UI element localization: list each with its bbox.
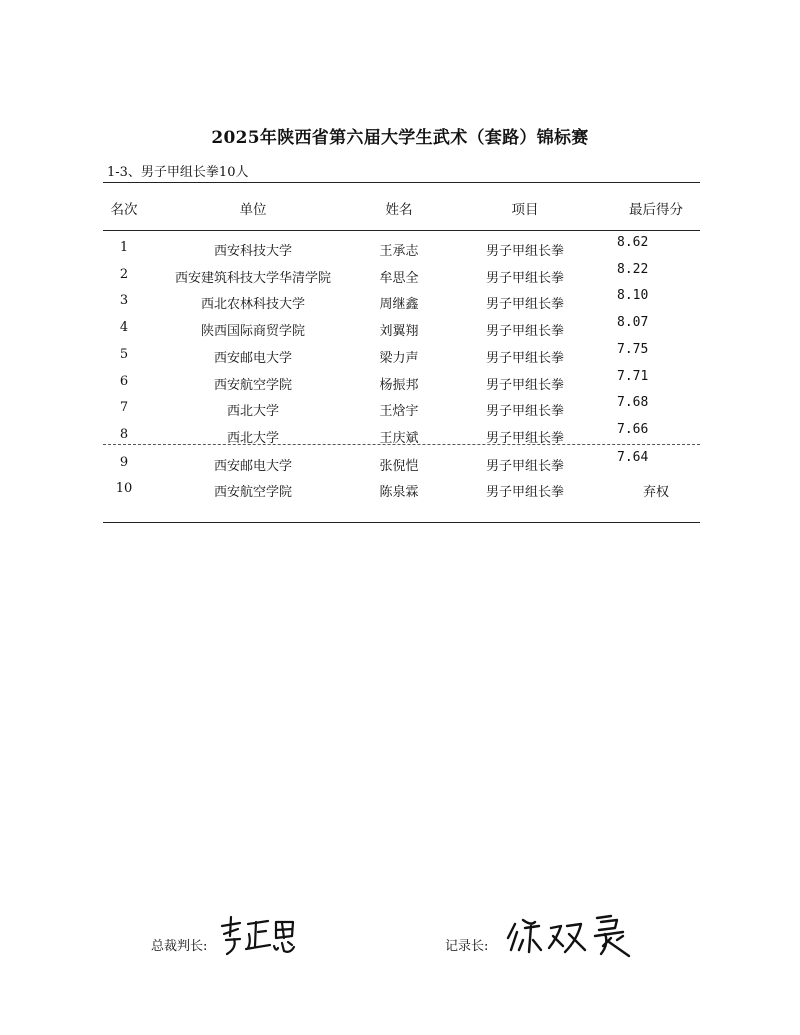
header-event: 项目 bbox=[511, 202, 539, 218]
event-subtitle: 1-3、男子甲组长拳10人 bbox=[107, 165, 249, 180]
unit-cell: 西北大学 bbox=[226, 430, 279, 446]
table-top-rule bbox=[103, 182, 700, 183]
score-cell: 8.62 bbox=[617, 235, 649, 250]
name-cell: 牟思全 bbox=[379, 270, 419, 286]
event-cell: 男子甲组长拳 bbox=[485, 430, 564, 446]
score-cell: 7.66 bbox=[617, 421, 649, 437]
name-cell: 梁力声 bbox=[379, 350, 419, 366]
event-cell: 男子甲组长拳 bbox=[485, 297, 564, 313]
table-row bbox=[0, 449, 800, 475]
event-cell: 男子甲组长拳 bbox=[485, 485, 564, 501]
rank-cell: 10 bbox=[115, 481, 133, 497]
header-rank: 名次 bbox=[110, 202, 138, 218]
recorder-label: 记录长: bbox=[445, 939, 489, 954]
rank-cell: 2 bbox=[119, 266, 129, 282]
document-title: 2025年陕西省第六届大学生武术（套路）锦标赛 bbox=[211, 128, 589, 148]
score-cell: 7.64 bbox=[617, 449, 649, 465]
score-cell: 8.07 bbox=[617, 315, 649, 331]
recorder-signature bbox=[505, 910, 633, 962]
rank-cell: 5 bbox=[119, 346, 129, 362]
score-cell: 8.10 bbox=[617, 288, 649, 304]
table-row bbox=[0, 341, 800, 367]
score-cell: 8.22 bbox=[617, 261, 649, 277]
rank-cell: 4 bbox=[119, 320, 129, 336]
event-cell: 男子甲组长拳 bbox=[485, 377, 564, 393]
rank-cell: 3 bbox=[119, 293, 129, 309]
table-row bbox=[0, 395, 800, 420]
table-header-rule bbox=[103, 230, 700, 231]
unit-cell: 西北农林科技大学 bbox=[200, 297, 305, 313]
table-row bbox=[0, 288, 800, 313]
table-header-row bbox=[0, 198, 800, 218]
unit-cell: 西安建筑科技大学华清学院 bbox=[174, 270, 331, 286]
name-cell: 刘翼翔 bbox=[379, 324, 419, 340]
event-cell: 男子甲组长拳 bbox=[485, 404, 564, 420]
table-row bbox=[0, 368, 800, 394]
qualification-cutoff-line bbox=[103, 444, 700, 445]
rank-cell: 6 bbox=[119, 373, 129, 389]
name-cell: 王庆斌 bbox=[379, 430, 419, 446]
score-cell: 7.68 bbox=[617, 395, 649, 411]
score-cell: 7.71 bbox=[617, 368, 649, 384]
unit-cell: 西安航空学院 bbox=[213, 377, 292, 393]
rank-cell: 8 bbox=[119, 426, 129, 442]
name-cell: 陈泉霖 bbox=[379, 485, 419, 501]
event-cell: 男子甲组长拳 bbox=[485, 458, 564, 474]
event-cell: 男子甲组长拳 bbox=[485, 270, 564, 286]
table-row bbox=[0, 481, 800, 501]
header-unit: 单位 bbox=[239, 202, 267, 218]
event-cell: 男子甲组长拳 bbox=[485, 244, 564, 259]
unit-cell: 西安航空学院 bbox=[213, 485, 292, 501]
name-cell: 王承志 bbox=[379, 244, 419, 259]
rank-cell: 1 bbox=[119, 240, 129, 255]
header-name: 姓名 bbox=[385, 202, 413, 218]
event-cell: 男子甲组长拳 bbox=[485, 350, 564, 366]
name-cell: 王焓宇 bbox=[379, 404, 419, 420]
table-row bbox=[0, 315, 800, 340]
event-cell: 男子甲组长拳 bbox=[485, 324, 564, 340]
unit-cell: 西安科技大学 bbox=[213, 244, 292, 259]
chief-judge-label: 总裁判长: bbox=[151, 939, 208, 954]
score-cell: 弃权 bbox=[642, 485, 669, 501]
name-cell: 张倪恺 bbox=[379, 458, 419, 474]
unit-cell: 陕西国际商贸学院 bbox=[200, 324, 305, 340]
rank-cell: 7 bbox=[119, 400, 129, 416]
unit-cell: 西北大学 bbox=[226, 404, 279, 420]
name-cell: 周继鑫 bbox=[379, 297, 419, 313]
table-row bbox=[0, 261, 800, 287]
table-bottom-rule bbox=[103, 522, 700, 523]
unit-cell: 西安邮电大学 bbox=[213, 458, 292, 474]
name-cell: 杨振邦 bbox=[379, 377, 419, 393]
unit-cell: 西安邮电大学 bbox=[213, 350, 292, 366]
header-score: 最后得分 bbox=[629, 202, 683, 218]
table-row bbox=[0, 235, 800, 260]
rank-cell: 9 bbox=[119, 454, 129, 470]
chief-judge-signature bbox=[218, 912, 300, 958]
score-cell: 7.75 bbox=[617, 341, 649, 357]
